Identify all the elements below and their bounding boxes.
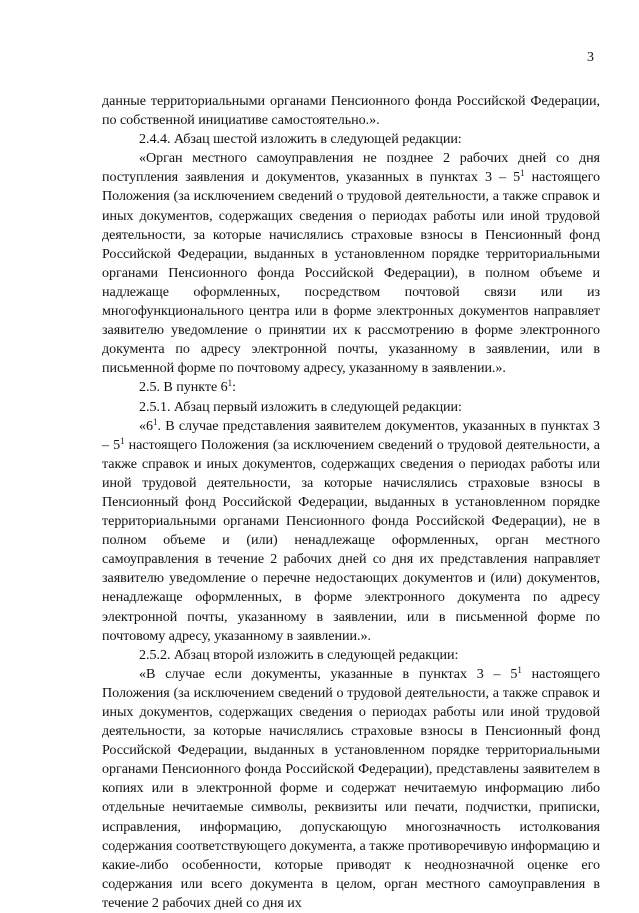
paragraph <box>102 149 600 378</box>
page-number: 3 <box>587 50 594 65</box>
text-run: «Орган местного самоуправления не позднее 2 рабочих дней со дня поступления заявления и документов, указанных в пунктах 3 – 5 <box>102 150 600 186</box>
paragraph <box>102 378 600 397</box>
text-run: : <box>232 379 236 396</box>
superscript: 1 <box>517 664 522 675</box>
superscript: 1 <box>227 378 233 389</box>
text-run: настоящего Положения (за исключением сведений о трудовой деятельности, а также справок и иных документов, содержащих сведения о периодах работы или иной трудовой деятельности, за которые начислялись страховые взносы в Пенсионный фонд Российской Федерации, выданных в установленном порядке территориальными органами Пенсионного фонда Российской Федерации), представлены заявителем в копиях или в электронной форме и содержат нечитаемую информацию либо отдельные нечитаемые символы, реквизиты или печати, подчистки, приписки, исправления, информацию, допускающую многозначность истолкования содержания соответствующего документа, а также противоречивую информацию и какие-либо особенности, которые приводят к неоднозначной оценке его содержания или всего документа в целом, орган местного самоуправления в течение 2 рабочих дней со дня их <box>102 665 600 911</box>
paragraph <box>102 665 600 913</box>
superscript: 1 <box>153 416 158 427</box>
superscript: 1 <box>520 168 525 179</box>
text-run: 2.5.2. Абзац второй изложить в следующей редакции: <box>139 646 459 663</box>
text-run: настоящего Положения (за исключением сведений о трудовой деятельности, а также справок и иных документов, содержащих сведения о периодах работы или иной трудовой деятельности, за которые начислялись страховые взносы в Пенсионный фонд Российской Федерации, выданных в установленном порядке территориальными органами Пенсионного фонда Российской Федерации), в полном объеме и надлежаще оформленных, посредством почтовой связи или из многофункционального центра или в форме электронных документов направляет заявителю уведомление о принятии их к рассмотрению в форме электронного документа по адресу электронной почты, указанному в заявлении, или в письменной форме по почтовому адресу, указанному в заявлении.». <box>102 169 600 377</box>
paragraph <box>102 417 600 646</box>
paragraph <box>102 130 600 149</box>
superscript: 1 <box>120 435 125 446</box>
text-run: «6 <box>139 417 153 434</box>
text-run: данные территориальными органами Пенсионного фонда Российской Федерации, по собственной инициативе самостоятельно.». <box>102 93 600 129</box>
text-run: настоящего Положения (за исключением сведений о трудовой деятельности, а также справок и иных документов, содержащих сведения о периодах работы или иной трудовой деятельности, за которые начислялись страховые взносы в Пенсионный фонд Российской Федерации, выданных в установленном порядке территориальными органами Пенсионного фонда Российской Федерации), не в полном объеме и (или) ненадлежаще оформленных, орган местного самоуправления в течение 2 рабочих дней со дня их представления направляет заявителю уведомление о перечне недостающих документов и (или) документов, ненадлежаще оформленных, в форме электронного документа по адресу электронной почты, указанному в заявлении, или в письменной форме по почтовому адресу, указанному в заявлении.». <box>102 436 600 644</box>
paragraph <box>102 92 600 130</box>
text-run: 2.5. В пункте 6 <box>139 379 228 396</box>
text-run: 2.4.4. Абзац шестой изложить в следующей редакции: <box>139 131 462 148</box>
text-run: . В случае представления заявителем документов, указанных в пунктах 3 – 5 <box>102 417 600 453</box>
document-body <box>102 92 600 913</box>
text-run: «В случае если документы, указанные в пунктах 3 – 5 <box>139 665 518 682</box>
text-run: 2.5.1. Абзац первый изложить в следующей редакции: <box>139 398 462 415</box>
paragraph <box>102 646 600 665</box>
paragraph <box>102 398 600 417</box>
